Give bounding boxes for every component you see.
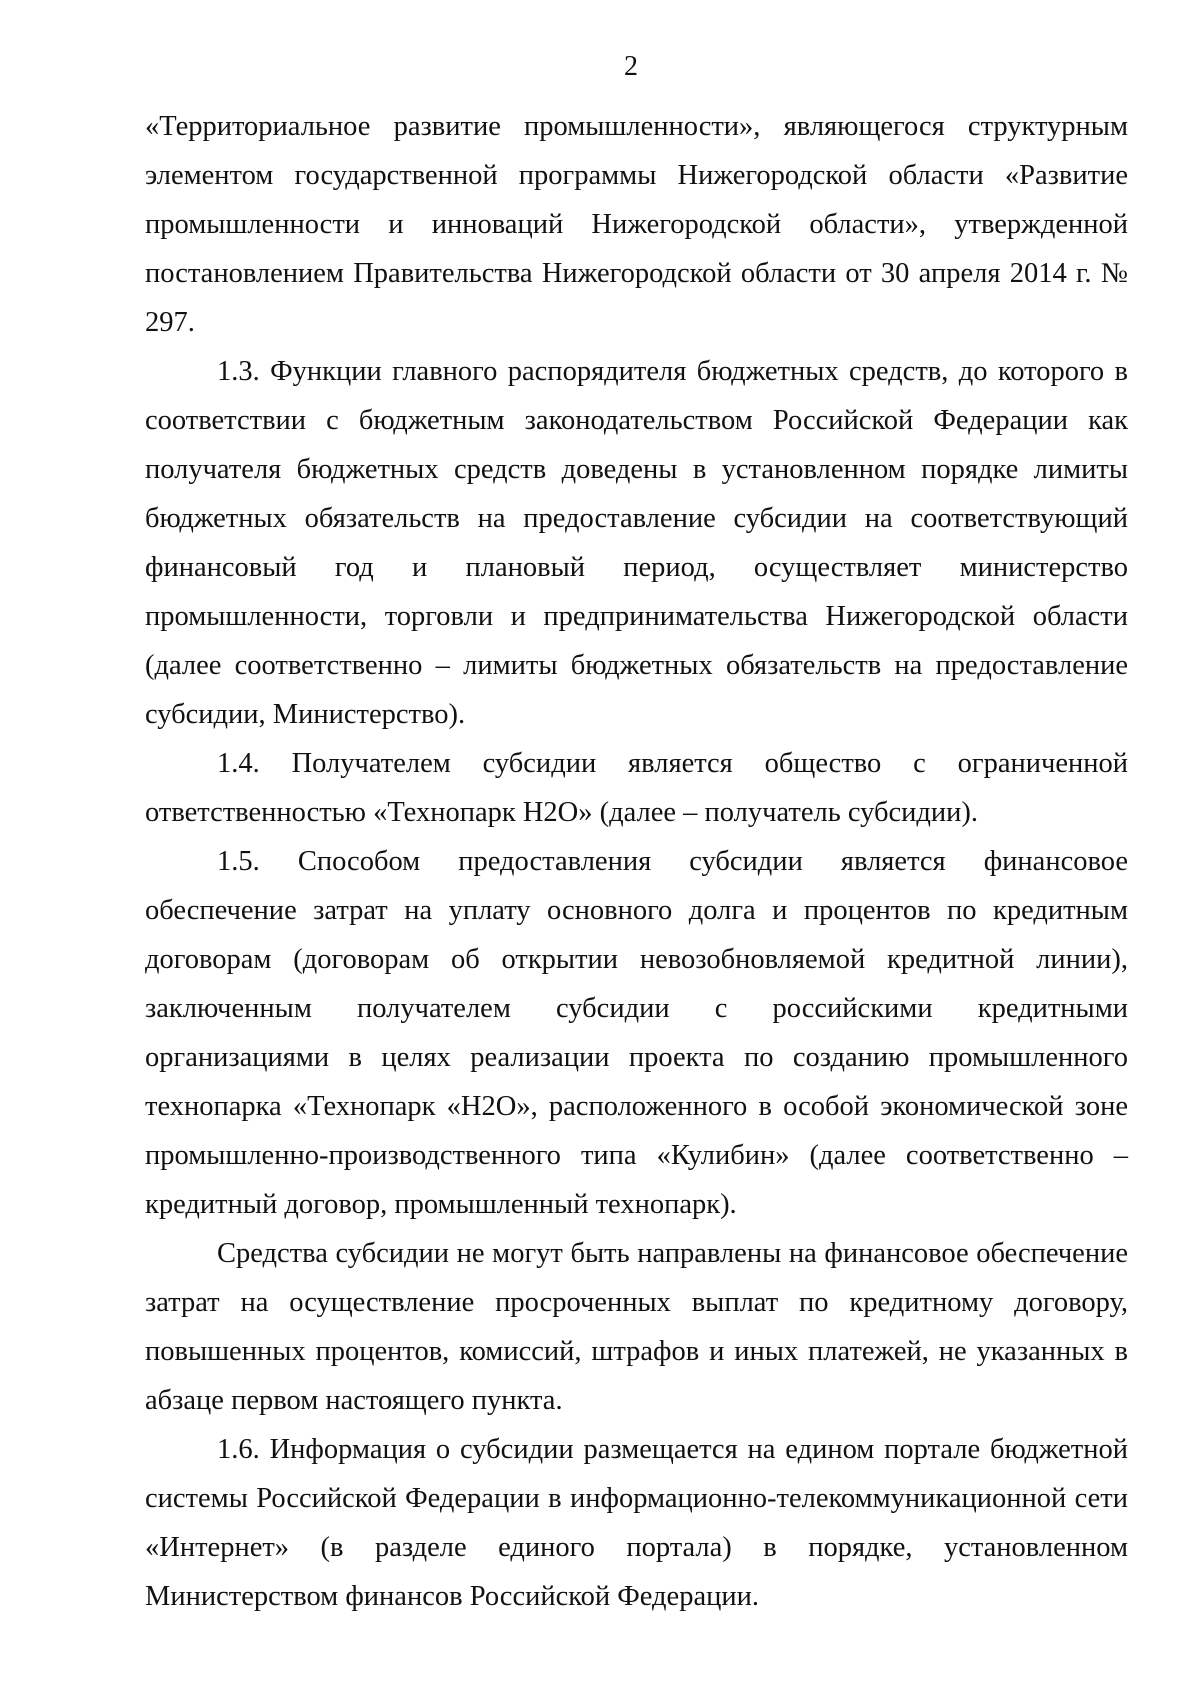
document-body xyxy=(145,102,1128,1621)
paragraph-1-6: 1.6. Информация о субсидии размещается на едином портале бюджетной системы Российской Федерации в информационно-телекоммуникационной сети «Интернет» (в разделе единого портала) в порядке, установленном Министерством финансов Российской Федерации. xyxy=(145,1434,1128,1612)
paragraph-1-5: 1.5. Способом предоставления субсидии является финансовое обеспечение затрат на уплату основного долга и процентов по кредитным договорам (договорам об открытии невозобновляемой кредитной линии), заключенным получателем субсидии с российскими кредитными организациями в целях реализации проекта по созданию промышленного технопарка «Технопарк «Н2О», расположенного в особой экономической зоне промышленно-производственного типа «Кулибин» (далее соответственно – кредитный договор, промышленный технопарк). xyxy=(145,846,1128,1220)
paragraph-1-3: 1.3. Функции главного распорядителя бюджетных средств, до которого в соответствии с бюджетным законодательством Российской Федерации как получателя бюджетных средств доведены в установленном порядке лимиты бюджетных обязательств на предоставление субсидии на соответствующий финансовый год и плановый период, осуществляет министерство промышленности, торговли и предпринимательства Нижегородской области (далее соответственно – лимиты бюджетных обязательств на предоставление субсидии, Министерство). xyxy=(145,356,1128,730)
paragraph-1-4: 1.4. Получателем субсидии является общество с ограниченной ответственностью «Технопарк Н2О» (далее – получатель субсидии). xyxy=(145,748,1128,828)
page-number: 2 xyxy=(624,51,638,82)
paragraph-continuation: «Территориальное развитие промышленности», являющегося структурным элементом государственной программы Нижегородской области «Развитие промышленности и инноваций Нижегородской области», утвержденной постановлением Правительства Нижегородской области от 30 апреля 2014 г. № 297. xyxy=(145,111,1128,338)
paragraph-1-5-subsidy-limits: Средства субсидии не могут быть направлены на финансовое обеспечение затрат на осуществление просроченных выплат по кредитному договору, повышенных процентов, комиссий, штрафов и иных платежей, не указанных в абзаце первом настоящего пункта. xyxy=(145,1238,1128,1416)
